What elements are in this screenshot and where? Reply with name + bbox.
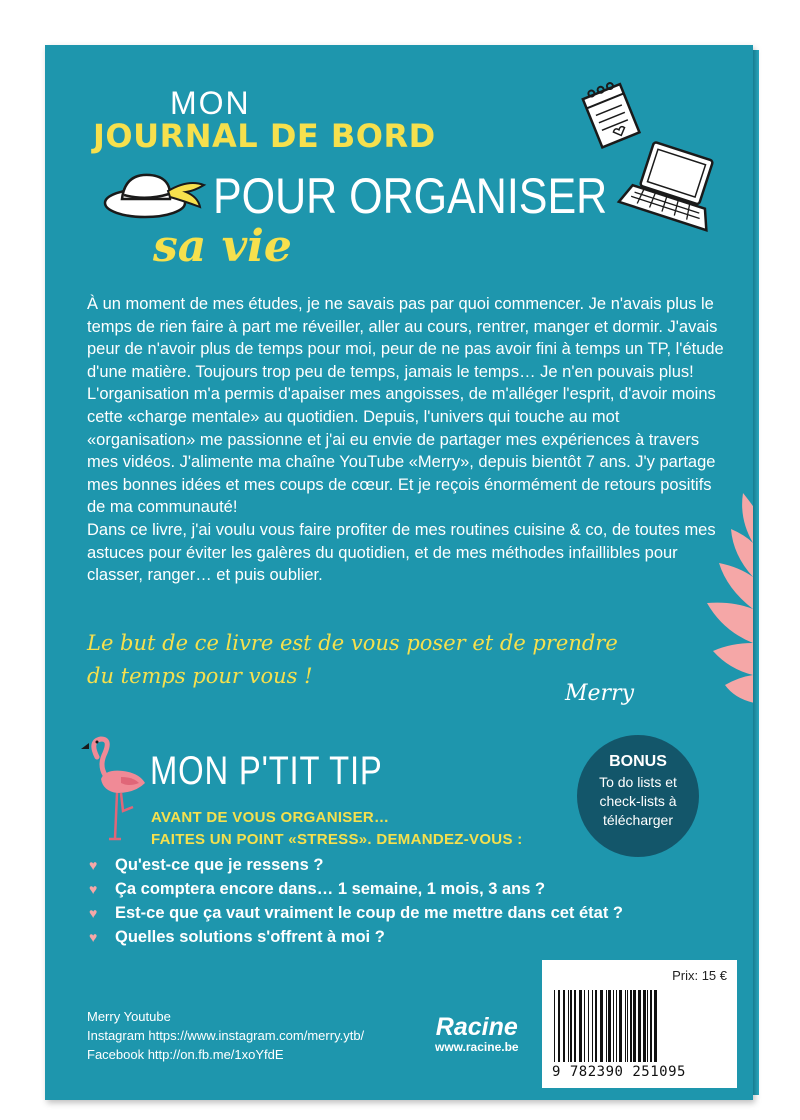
intro-paragraph-1: À un moment de mes études, je ne savais pas par quoi commencer. Je n'avais plus le temps de rien faire à part me réveiller, aller au cours, rentrer, manger et dormir. J'avais peur de n'avoir plus de temps pour moi, peur de ne pas avoir fini à temps un TP, l'étude d'une matière. Toujours trop peu de temps, jamais le temps… Je n'en pouvais plus! xyxy=(87,295,724,381)
barcode-bar xyxy=(579,990,582,1062)
barcode-bar xyxy=(600,990,603,1062)
list-item xyxy=(89,901,623,925)
facebook-link: Facebook http://on.fb.me/1xoYfdE xyxy=(87,1047,284,1062)
title-line-mon: MON xyxy=(170,85,251,121)
flamingo-icon xyxy=(75,735,155,845)
barcode-bar xyxy=(595,990,597,1062)
bonus-badge xyxy=(577,735,699,857)
barcode-bar xyxy=(627,990,628,1062)
tip-subtitle-line-1: AVANT DE VOUS ORGANISER… xyxy=(151,809,390,826)
list-item xyxy=(89,853,623,877)
social-links xyxy=(87,1007,364,1064)
question-text: Est-ce que ça vaut vraiment le coup de me mettre dans cet état ? xyxy=(115,904,624,922)
barcode-bar xyxy=(647,990,648,1062)
publisher-logo xyxy=(435,1013,519,1054)
hat-icon xyxy=(100,165,210,225)
heart-icon: ♥ xyxy=(89,905,98,921)
title-line-journal: JOURNAL DE BORD xyxy=(93,117,436,155)
barcode-bar xyxy=(633,990,636,1062)
tip-subtitle xyxy=(151,807,523,851)
barcode-bar xyxy=(619,990,622,1062)
barcode-bar xyxy=(606,990,607,1062)
barcode-icon xyxy=(552,990,727,1062)
youtube-link: Merry Youtube xyxy=(87,1009,171,1024)
intro-paragraph-2: L'organisation m'a permis d'apaiser mes angoisses, de m'alléger l'esprit, d'avoir moins cette «charge mentale» au quotidien. Depuis, l'univers qui touche au mot «organisation» me passionne et j'ai eu envie de partager mes expériences à travers mes vidéos. J'alimente ma chaîne YouTube «Merry», depuis bientôt 7 ans. J'y partage mes bonnes idées et mes coups de cœur. Et je reçois énormément de retours positifs de ma communauté! xyxy=(87,385,716,517)
barcode-bar xyxy=(568,990,569,1062)
heart-icon: ♥ xyxy=(89,929,98,945)
isbn-number: 9 782390 251095 xyxy=(552,1064,686,1080)
title-line-pour-organiser: POUR ORGANISER xyxy=(213,168,608,224)
list-item xyxy=(89,877,623,901)
barcode-bar xyxy=(558,990,560,1062)
intro-paragraph-3: Dans ce livre, j'ai voulu vous faire profiter de mes routines cuisine & co, de toutes mes astuces pour éviter les galères du quotidien, et de mes méthodes infaillibles pour classer, ranger… et puis oublier. xyxy=(87,520,716,585)
cover-edge xyxy=(753,50,759,1095)
price-label: Prix: 15 € xyxy=(672,968,727,983)
pink-leaf-decoration xyxy=(705,463,753,703)
title-line-sa-vie: sa vie xyxy=(153,221,292,272)
tip-title: MON P'TIT TIP xyxy=(150,749,383,793)
barcode-bar xyxy=(592,990,593,1062)
list-item xyxy=(89,925,623,949)
barcode-bar xyxy=(574,990,576,1062)
barcode-bar xyxy=(654,990,657,1062)
quote-line-2: du temps pour vous ! xyxy=(87,664,313,688)
publisher-url: www.racine.be xyxy=(435,1040,519,1054)
barcode-bar xyxy=(563,990,565,1062)
bonus-title: BONUS xyxy=(609,753,667,770)
barcode-box xyxy=(542,960,737,1088)
publisher-name: Racine xyxy=(435,1013,518,1041)
barcode-bar xyxy=(616,990,617,1062)
book-back-cover xyxy=(45,45,753,1100)
barcode-bar xyxy=(584,990,585,1062)
author-signature: Merry xyxy=(565,681,635,706)
barcode-bar xyxy=(625,990,626,1062)
barcode-bar xyxy=(638,990,641,1062)
barcode-bar xyxy=(588,990,589,1062)
question-text: Quelles solutions s'offrent à moi ? xyxy=(115,928,385,946)
barcode-bar xyxy=(570,990,572,1062)
laptop-icon xyxy=(615,135,725,245)
heart-icon: ♥ xyxy=(89,881,98,897)
barcode-bar xyxy=(643,990,646,1062)
barcode-bar xyxy=(613,990,614,1062)
intro-text xyxy=(87,293,727,587)
barcode-bar xyxy=(650,990,652,1062)
barcode-bar xyxy=(630,990,632,1062)
instagram-link: Instagram https://www.instagram.com/merry.ytb/ xyxy=(87,1028,365,1043)
heart-icon: ♥ xyxy=(89,857,98,873)
question-list xyxy=(89,853,623,949)
barcode-bar xyxy=(608,990,611,1062)
barcode-bar xyxy=(554,990,555,1062)
quote-line-1: Le but de ce livre est de vous poser et de prendre xyxy=(87,631,618,655)
question-text: Qu'est-ce que je ressens ? xyxy=(115,856,324,874)
bonus-text: To do lists et check-lists à télécharger xyxy=(599,774,677,828)
tip-subtitle-line-2: FAITES UN POINT «STRESS». DEMANDEZ-VOUS : xyxy=(151,831,523,848)
question-text: Ça comptera encore dans… 1 semaine, 1 mois, 3 ans ? xyxy=(115,880,546,898)
